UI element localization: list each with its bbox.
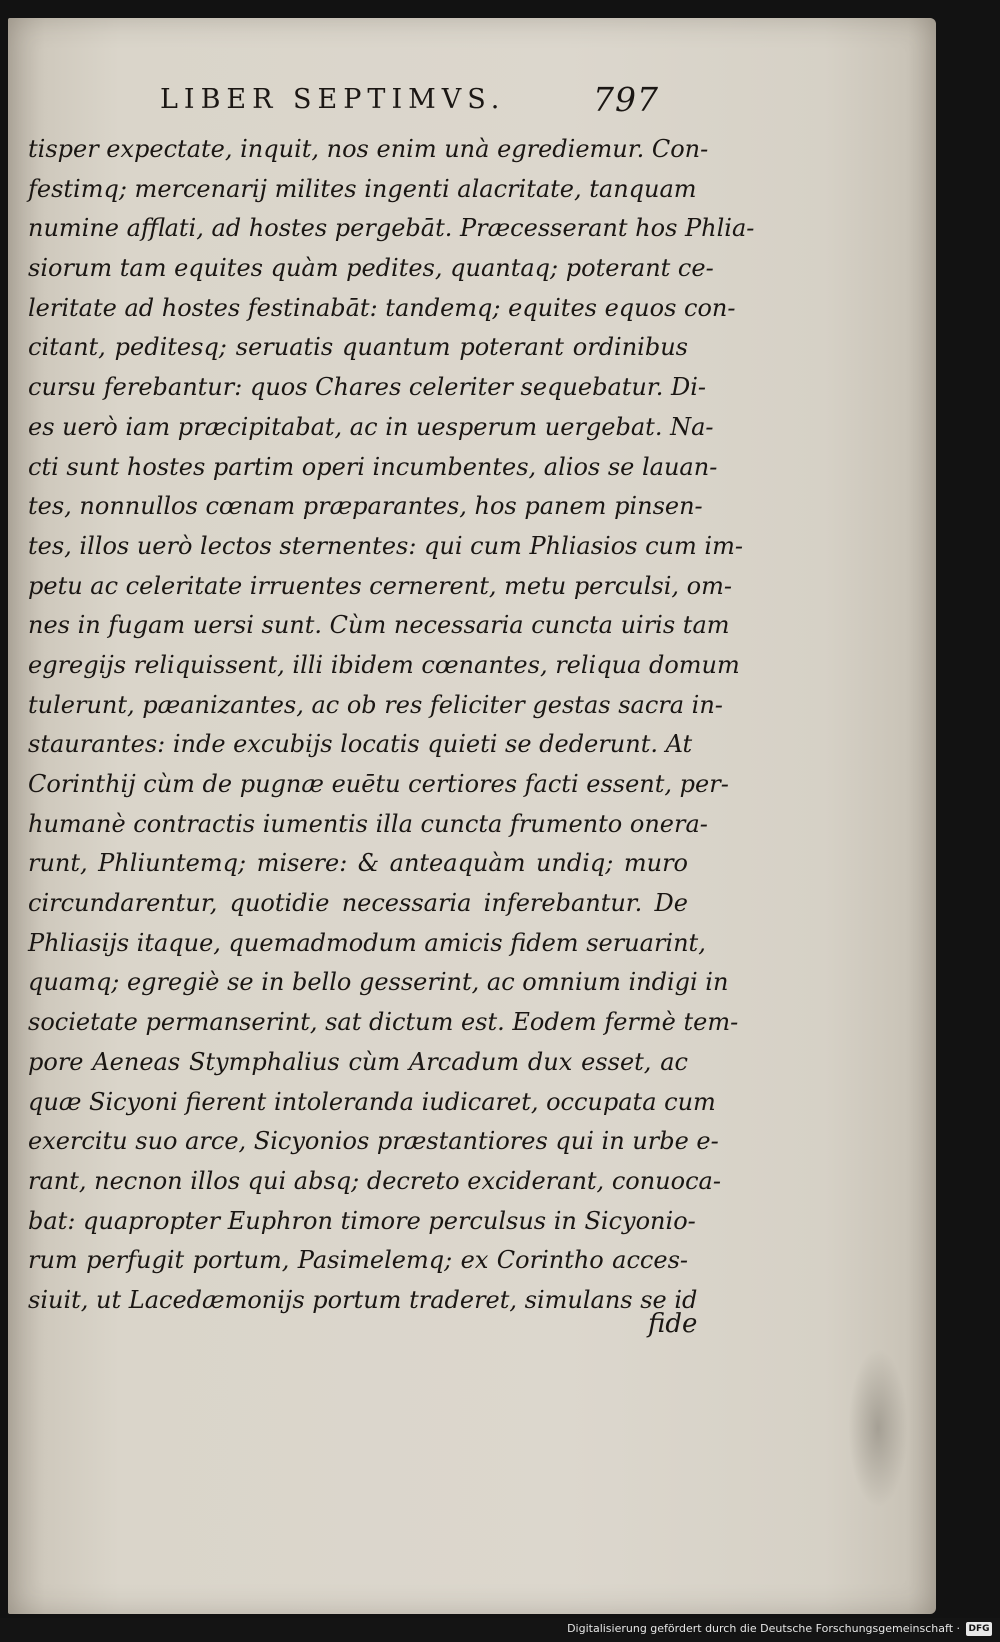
text-line: bat: quapropter Euphron timore perculsus in Sicyonio- — [28, 1206, 696, 1235]
text-line: citant, peditesq; seruatis quantum poterant ordinibus — [28, 333, 688, 362]
text-line: humanè contractis iumentis illa cuncta frumento onera- — [28, 809, 708, 838]
text-line: festimq; mercenarij milites ingenti alacritate, tanquam — [28, 174, 697, 203]
text-line: siuit, ut Lacedæmonijs portum traderet, simulans se id — [28, 1285, 698, 1314]
text-line: circundarentur, quotidie necessaria inferebantur. De — [28, 889, 688, 918]
running-head — [8, 80, 936, 120]
footer-credit: Digitalisierung gefördert durch die Deutsche Forschungsgemeinschaft · — [567, 1622, 960, 1635]
text-line: Corinthij cùm de pugnæ euētu certiores facti essent, per- — [28, 770, 729, 798]
text-line: societate permanserint, sat dictum est. Eodem fermè tem- — [28, 1008, 739, 1037]
text-line: tes, illos uerò lectos sternentes: qui cum Phliasios cum im- — [28, 531, 743, 560]
catchword: fide — [648, 1309, 698, 1339]
paper-stain — [848, 1348, 908, 1508]
text-line: egregijs reliquissent, illi ibidem cœnantes, reliqua domum — [28, 650, 740, 679]
text-line: numine afflati, ad hostes pergebāt. Præcesserant hos Phlia- — [28, 214, 755, 243]
text-line: tes, nonnullos cœnam præparantes, hos panem pinsen- — [28, 492, 703, 521]
footer-bar — [0, 1618, 1000, 1642]
text-line: tisper expectate, inquit, nos enim unà egrediemur. Con- — [28, 135, 709, 163]
text-line: Phliasijs itaque, quemadmodum amicis fidem seruarint, — [28, 928, 706, 957]
text-line: leritate ad hostes festinabāt: tandemq; equites equos con- — [28, 293, 736, 322]
text-line: cursu ferebantur: quos Chares celeriter sequebatur. Di- — [28, 373, 706, 402]
text-line: exercitu suo arce, Sicyonios præstantiores qui in urbe e- — [28, 1127, 719, 1156]
running-title: LIBER SEPTIMVS. — [160, 84, 506, 115]
text-line: staurantes: inde excubijs locatis quieti se dederunt. At — [28, 730, 693, 759]
book-page — [8, 18, 936, 1614]
body-text — [28, 130, 755, 1321]
text-line: pore Aeneas Stymphalius cùm Arcadum dux esset, ac — [28, 1047, 688, 1076]
text-line: quæ Sicyoni fierent intoleranda iudicaret, occupata cum — [28, 1087, 716, 1116]
text-line: rant, necnon illos qui absq; decreto exciderant, conuoca- — [28, 1166, 721, 1195]
text-line: tulerunt, pæanizantes, ac ob res feliciter gestas sacra in- — [28, 690, 723, 719]
text-line: cti sunt hostes partim operi incumbentes, alios se lauan- — [28, 452, 718, 481]
text-line: nes in fugam uersi sunt. Cùm necessaria cuncta uiris tam — [28, 611, 730, 640]
text-line: rum perfugit portum, Pasimelemq; ex Corintho acces- — [28, 1246, 688, 1275]
text-line: es uerò iam præcipitabat, ac in uesperum uergebat. Na- — [28, 412, 714, 441]
text-line: quamq; egregiè se in bello gesserint, ac omnium indigi in — [28, 968, 729, 997]
text-line: runt, Phliuntemq; misere: & anteaquàm undiq; muro — [28, 849, 688, 878]
folio-number: 797 — [593, 80, 659, 119]
dfg-logo-icon: DFG — [966, 1622, 992, 1636]
text-line: siorum tam equites quàm pedites, quantaq; poterant ce- — [28, 254, 714, 283]
text-line: petu ac celeritate irruentes cernerent, metu perculsi, om- — [28, 571, 732, 600]
